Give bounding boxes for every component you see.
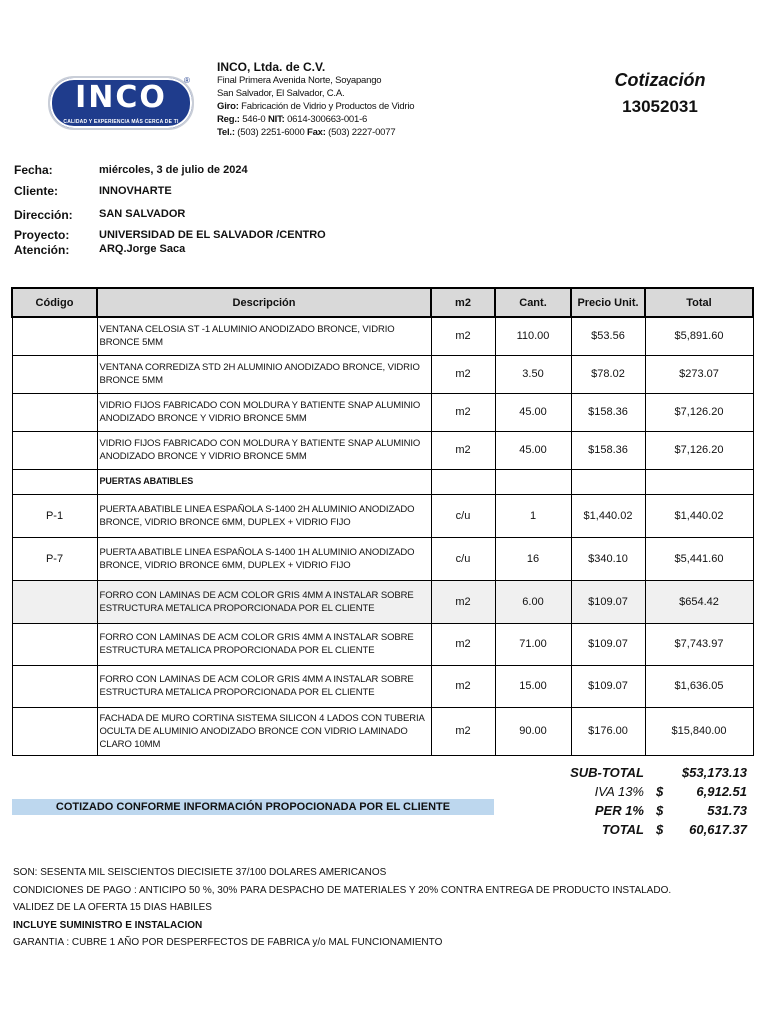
cell-desc: PUERTA ABATIBLE LINEA ESPAÑOLA S-1400 1H ALUMINIO ANODIZADO BRONCE, VIDRIO BRONCE 6MM, DUPLEX + VIDRIO FIJO (97, 537, 431, 580)
giro-label: Giro: (217, 101, 239, 112)
atencion-value: ARQ.Jorge Saca (99, 243, 186, 255)
cell-unidad: m2 (431, 580, 495, 623)
cell-empty (431, 469, 495, 494)
cell-precio: $109.07 (571, 623, 645, 665)
cell-precio: $340.10 (571, 537, 645, 580)
proyecto-label: Proyecto: (14, 228, 70, 242)
section-title: PUERTAS ABATIBLES (97, 469, 431, 494)
cell-cant: 6.00 (495, 580, 571, 623)
cell-unidad: c/u (431, 494, 495, 537)
cell-cant: 1 (495, 494, 571, 537)
cell-precio: $109.07 (571, 580, 645, 623)
cliente-value: INNOVHARTE (99, 185, 172, 197)
note-garantia: GARANTIA : CUBRE 1 AÑO POR DESPERFECTOS DE FABRICA y/o MAL FUNCIONAMIENTO (13, 937, 443, 948)
nit-label: NIT: (267, 114, 285, 125)
table-row (12, 623, 753, 665)
cell-desc: VENTANA CORREDIZA STD 2H ALUMINIO ANODIZADO BRONCE, VIDRIO BRONCE 5MM (97, 355, 431, 393)
cell-total: $5,891.60 (645, 317, 753, 355)
note-son: SON: SESENTA MIL SEISCIENTOS DIECISIETE 37/100 DOLARES AMERICANOS (13, 867, 387, 878)
note-incluye: INCLUYE SUMINISTRO E INSTALACION (13, 919, 203, 931)
cell-empty (645, 469, 753, 494)
subtotal-value: $53,173.13 (681, 765, 747, 780)
table-row (12, 317, 753, 355)
per-label: PER 1% (594, 803, 644, 818)
table-row (12, 665, 753, 707)
note-condiciones: CONDICIONES DE PAGO : ANTICIPO 50 %, 30% PARA DESPACHO DE MATERIALES Y 20% CONTRA ENTREGA DE PRODUCTO INSTALADO. (13, 884, 672, 896)
cell-unidad: m2 (431, 665, 495, 707)
cell-precio: $109.07 (571, 665, 645, 707)
cell-unidad: c/u (431, 537, 495, 580)
cell-desc: VENTANA CELOSIA ST -1 ALUMINIO ANODIZADO BRONCE, VIDRIO BRONCE 5MM (97, 317, 431, 355)
company-logo (48, 76, 194, 130)
cell-codigo (12, 393, 97, 431)
table-row (12, 393, 753, 431)
cell-total: $654.42 (645, 580, 753, 623)
cell-unidad: m2 (431, 431, 495, 469)
company-phone (217, 126, 414, 139)
atencion-label: Atención: (14, 243, 70, 257)
subtotal-row (556, 765, 751, 784)
giro-value: Fabricación de Vidrio y Productos de Vidrio (241, 101, 415, 112)
info-banner: COTIZADO CONFORME INFORMACIÓN PROPOCIONADA POR EL CLIENTE (12, 799, 494, 815)
cell-cant: 71.00 (495, 623, 571, 665)
table-row (12, 580, 753, 623)
cell-precio: $1,440.02 (571, 494, 645, 537)
cell-codigo (12, 355, 97, 393)
fecha-value: miércoles, 3 de julio de 2024 (99, 164, 248, 176)
total-value: 60,617.37 (689, 822, 747, 837)
per-row (556, 803, 751, 822)
cell-cant: 16 (495, 537, 571, 580)
cell-total: $273.07 (645, 355, 753, 393)
header-codigo: Código (12, 288, 97, 317)
note-validez: VALIDEZ DE LA OFERTA 15 DIAS HABILES (13, 902, 212, 913)
reg-value: 546-0 (242, 114, 266, 125)
cell-codigo-empty (12, 469, 97, 494)
fax-label: Fax: (306, 127, 326, 138)
cell-total: $1,440.02 (645, 494, 753, 537)
header-precio: Precio Unit. (571, 288, 645, 317)
cell-precio: $158.36 (571, 393, 645, 431)
iva-currency: $ (656, 784, 664, 799)
registered-mark: ® (184, 76, 190, 85)
cell-empty (571, 469, 645, 494)
tel-label: Tel.: (217, 127, 235, 138)
cell-codigo: P-7 (12, 537, 97, 580)
cell-cant: 3.50 (495, 355, 571, 393)
cell-codigo (12, 623, 97, 665)
tel-value: (503) 2251-6000 (237, 127, 305, 138)
totals-block (556, 765, 751, 841)
cell-total: $7,743.97 (645, 623, 753, 665)
fecha-label: Fecha: (14, 163, 53, 177)
table-row (12, 494, 753, 537)
company-reg (217, 113, 414, 126)
table-header-row (12, 288, 753, 317)
nit-value: 0614-300663-001-6 (287, 114, 368, 125)
cell-empty (495, 469, 571, 494)
cell-unidad: m2 (431, 393, 495, 431)
cell-codigo (12, 431, 97, 469)
cell-desc: PUERTA ABATIBLE LINEA ESPAÑOLA S-1400 2H ALUMINIO ANODIZADO BRONCE, VIDRIO BRONCE 6MM, DUPLEX + VIDRIO FIJO (97, 494, 431, 537)
company-name: INCO, Ltda. de C.V. (217, 60, 326, 74)
total-label: TOTAL (601, 822, 644, 837)
company-info (217, 60, 414, 139)
company-address-1: Final Primera Avenida Norte, Soyapango (217, 75, 382, 86)
cell-cant: 15.00 (495, 665, 571, 707)
header-total: Total (645, 288, 753, 317)
doc-title: Cotización (614, 70, 706, 90)
fax-value: (503) 2227-0077 (328, 127, 396, 138)
table-row (12, 707, 753, 755)
header-cant: Cant. (495, 288, 571, 317)
cell-total: $5,441.60 (645, 537, 753, 580)
cell-cant: 45.00 (495, 393, 571, 431)
table-row (12, 537, 753, 580)
logo-tagline: CALIDAD Y EXPERIENCIA MÁS CERCA DE TI (63, 119, 179, 125)
cell-desc: FACHADA DE MURO CORTINA SISTEMA SILICON 4 LADOS CON TUBERIA OCULTA DE ALUMINIO ANODIZADO BRONCE CON VIDRIO LAMINADO CLARO 10MM (97, 707, 431, 755)
cell-desc: FORRO CON LAMINAS DE ACM COLOR GRIS 4MM A INSTALAR SOBRE ESTRUCTURA METALICA PROPORCIONADA POR EL CLIENTE (97, 580, 431, 623)
table-row (12, 431, 753, 469)
cell-precio: $176.00 (571, 707, 645, 755)
cell-precio: $158.36 (571, 431, 645, 469)
per-value: 531.73 (707, 803, 747, 818)
logo-text: INCO (75, 80, 167, 115)
cell-total: $1,636.05 (645, 665, 753, 707)
header-unidad: m2 (431, 288, 495, 317)
total-currency: $ (656, 822, 664, 837)
doc-number: 13052031 (622, 97, 698, 116)
cliente-label: Cliente: (14, 184, 59, 198)
cell-codigo: P-1 (12, 494, 97, 537)
total-row (556, 822, 751, 841)
cell-cant: 110.00 (495, 317, 571, 355)
section-row (12, 469, 753, 494)
cell-unidad: m2 (431, 355, 495, 393)
direccion-value: SAN SALVADOR (99, 208, 186, 220)
iva-value: 6,912.51 (696, 784, 747, 799)
cell-codigo (12, 665, 97, 707)
proyecto-value: UNIVERSIDAD DE EL SALVADOR /CENTRO (99, 229, 326, 241)
iva-row (556, 784, 751, 803)
cell-total: $7,126.20 (645, 431, 753, 469)
table-row (12, 355, 753, 393)
cell-unidad: m2 (431, 707, 495, 755)
header-descripcion: Descripción (97, 288, 431, 317)
direccion-label: Dirección: (14, 208, 73, 222)
cell-desc: VIDRIO FIJOS FABRICADO CON MOLDURA Y BATIENTE SNAP ALUMINIO ANODIZADO BRONCE Y VIDRIO BRONCE 5MM (97, 393, 431, 431)
cell-total: $15,840.00 (645, 707, 753, 755)
cell-cant: 45.00 (495, 431, 571, 469)
notes-block (13, 867, 671, 955)
company-giro (217, 100, 414, 113)
cell-codigo (12, 707, 97, 755)
cell-unidad: m2 (431, 623, 495, 665)
per-currency: $ (656, 803, 664, 818)
cell-total: $7,126.20 (645, 393, 753, 431)
cell-codigo (12, 317, 97, 355)
cell-cant: 90.00 (495, 707, 571, 755)
cell-desc: FORRO CON LAMINAS DE ACM COLOR GRIS 4MM A INSTALAR SOBRE ESTRUCTURA METALICA PROPORCIONADA POR EL CLIENTE (97, 665, 431, 707)
cell-unidad: m2 (431, 317, 495, 355)
cell-precio: $78.02 (571, 355, 645, 393)
cell-desc: VIDRIO FIJOS FABRICADO CON MOLDURA Y BATIENTE SNAP ALUMINIO ANODIZADO BRONCE Y VIDRIO BRONCE 5MM (97, 431, 431, 469)
subtotal-label: SUB-TOTAL (570, 765, 644, 780)
cell-codigo (12, 580, 97, 623)
reg-label: Reg.: (217, 114, 240, 125)
cell-precio: $53.56 (571, 317, 645, 355)
cell-desc: FORRO CON LAMINAS DE ACM COLOR GRIS 4MM A INSTALAR SOBRE ESTRUCTURA METALICA PROPORCIONADA POR EL CLIENTE (97, 623, 431, 665)
iva-label: IVA 13% (594, 784, 644, 799)
company-address-2: San Salvador, El Salvador, C.A. (217, 88, 345, 99)
items-table (11, 287, 754, 756)
